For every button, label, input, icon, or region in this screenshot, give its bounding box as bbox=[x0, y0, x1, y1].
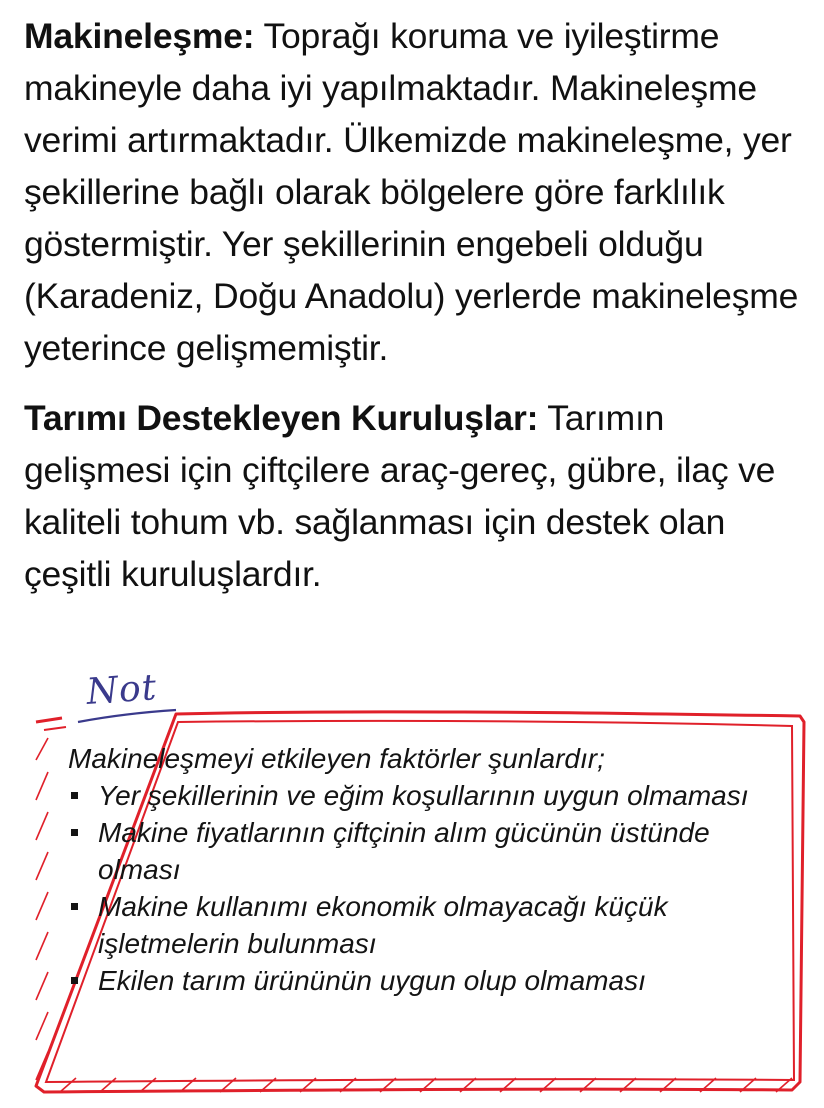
list-item-text: Makine kullanımı ekonomik olmayacağı küçük işletmelerin bulunması bbox=[98, 891, 668, 959]
list-item bbox=[68, 777, 768, 814]
note-frame-bottom-hatching bbox=[60, 1078, 792, 1092]
bullet-icon bbox=[71, 903, 78, 910]
bullet-icon bbox=[71, 829, 78, 836]
list-item bbox=[68, 962, 768, 999]
paragraph-text: Toprağı koruma ve iyileştirme makineyle daha iyi yapılmaktadır. Makineleşme verimi artırmaktadır. Ülkemizde makineleşme, yer şekillerine bağlı olarak bölgelere göre farklılık göstermiştir. Yer şekillerinin engebeli olduğu (Karadeniz, Doğu Anadolu) yerlerde makineleşme yeterince gelişmemiştir. bbox=[24, 16, 799, 368]
note-frame-left-hatching bbox=[36, 738, 48, 1080]
list-item-text: Makine fiyatlarının çiftçinin alım gücünün üstünde olması bbox=[98, 817, 710, 885]
paragraph-tarimi-destekleyen-kuruluslar bbox=[24, 392, 814, 600]
list-item-text: Yer şekillerinin ve eğim koşullarının uygun olmaması bbox=[98, 780, 749, 811]
list-item bbox=[68, 814, 768, 888]
paragraph-makinelesme bbox=[24, 10, 814, 374]
term-makinelesme: Makineleşme: bbox=[24, 16, 255, 56]
bullet-icon bbox=[71, 977, 78, 984]
bullet-icon bbox=[71, 792, 78, 799]
term-tarimi-destekleyen-kuruluslar: Tarımı Destekleyen Kuruluşlar: bbox=[24, 398, 539, 438]
note-content bbox=[68, 740, 768, 999]
note-intro: Makineleşmeyi etkileyen faktörler şunlardır; bbox=[68, 743, 605, 774]
list-item bbox=[68, 888, 768, 962]
paragraph-text: Tarımın gelişmesi için çiftçilere araç-gereç, gübre, ilaç ve kaliteli tohum vb. sağlanması için destek olan çeşitli kuruluşlardır. bbox=[24, 398, 776, 594]
note-list bbox=[68, 777, 768, 999]
list-item-text: Ekilen tarım ürününün uygun olup olmaması bbox=[98, 965, 646, 996]
note-title: Not bbox=[85, 667, 159, 713]
